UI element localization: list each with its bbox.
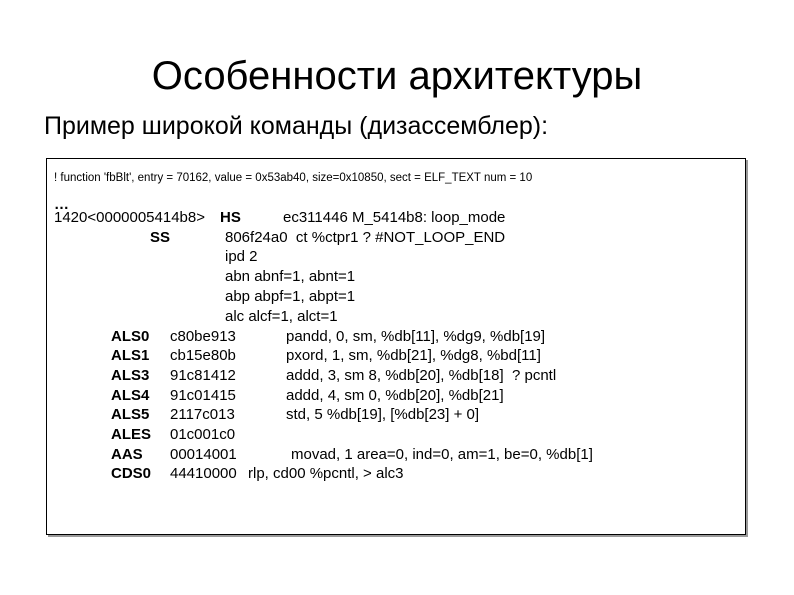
row-hex: 01c001c0 bbox=[170, 426, 236, 443]
hs-address: 1420<0000005414b8> bbox=[54, 209, 205, 226]
row-label: ALES bbox=[111, 426, 152, 443]
ss-instruction: 806f24a0 ct %ctpr1 ? #NOT_LOOP_END bbox=[225, 229, 506, 246]
code-header-line: ! function 'fbBlt', entry = 70162, value = 0x53ab40, size=0x10850, sect = ELF_TEXT num = 10 bbox=[54, 172, 533, 184]
row-instruction: std, 5 %db[19], [%db[23] + 0] bbox=[286, 406, 480, 423]
row-instruction: pxord, 1, sm, %db[21], %dg8, %bd[11] bbox=[286, 347, 541, 364]
row-hex: 2117c013 bbox=[170, 406, 235, 423]
row-label: ALS3 bbox=[111, 367, 150, 384]
row-hex: 91c01415 bbox=[170, 387, 236, 404]
row-label: CDS0 bbox=[111, 465, 152, 482]
row-instruction: addd, 4, sm 0, %db[20], %db[21] bbox=[286, 387, 504, 404]
abp-line: abp abpf=1, abpt=1 bbox=[225, 288, 356, 305]
row-hex: cb15e80b bbox=[170, 347, 236, 364]
ipd-line: ipd 2 bbox=[225, 248, 258, 265]
abn-line: abn abnf=1, abnt=1 bbox=[225, 268, 356, 285]
hs-instruction: ec311446 M_5414b8: loop_mode bbox=[283, 209, 506, 226]
alc-line: alc alcf=1, alct=1 bbox=[225, 308, 338, 325]
row-instruction: addd, 3, sm 8, %db[20], %db[18] ? pcntl bbox=[286, 367, 557, 384]
row-hex: 91c81412 bbox=[170, 367, 236, 384]
row-hex: 00014001 bbox=[170, 446, 237, 463]
row-label: AAS bbox=[111, 446, 143, 463]
code-ellipsis: … bbox=[54, 196, 69, 213]
row-label: ALS1 bbox=[111, 347, 150, 364]
row-instruction: pandd, 0, sm, %db[11], %dg9, %db[19] bbox=[286, 328, 546, 345]
ss-label: SS bbox=[150, 229, 171, 246]
row-instruction: rlp, cd00 %pcntl, > alc3 bbox=[248, 465, 404, 482]
row-label: ALS0 bbox=[111, 328, 150, 345]
row-instruction: movad, 1 area=0, ind=0, am=1, be=0, %db[1] bbox=[291, 446, 593, 463]
row-hex: c80be913 bbox=[170, 328, 236, 345]
row-label: ALS5 bbox=[111, 406, 150, 423]
hs-label: HS bbox=[220, 209, 241, 226]
page-title: Особенности архитектуры bbox=[151, 54, 643, 98]
page-subtitle: Пример широкой команды (дизассемблер): bbox=[44, 112, 549, 140]
row-label: ALS4 bbox=[111, 387, 150, 404]
row-hex: 44410000 bbox=[170, 465, 237, 482]
